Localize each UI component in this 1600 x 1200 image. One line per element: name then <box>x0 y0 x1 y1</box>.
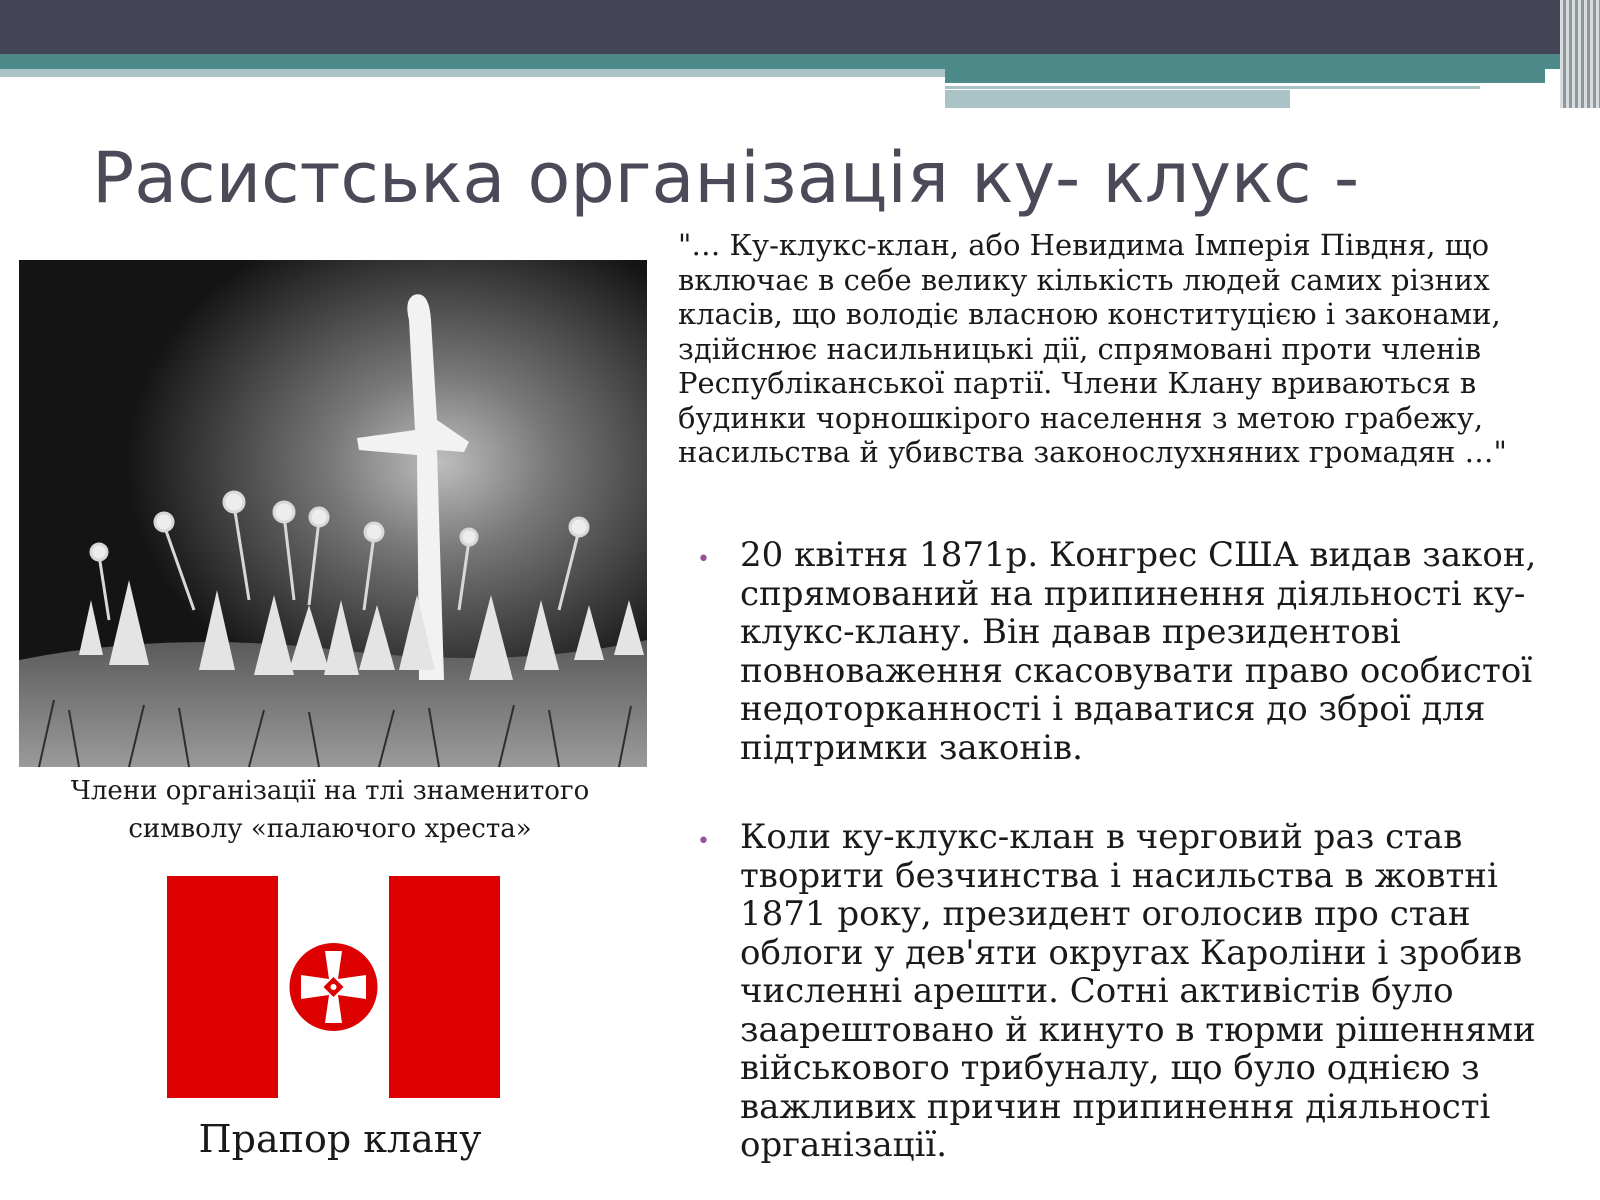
bullet-text: 20 квітня 1871р. Конгрес США видав закон, спрямований на припинення діяльності ку-клукс-клану. Він давав президентові повноваження скасовувати право особистої недоторканності і вдаватися до зброї для підтримки законів. <box>740 535 1537 768</box>
header-line <box>945 86 1480 89</box>
quote-text: "… Ку-клукс-клан, або Невидима Імперія Півдня, що включає в себе велику кількість людей самих різних класів, що володіє власною конституцією і законами, здійснює насильницькі дії, спрямовані проти членів Республіканської партії. Члени Клану вриваються в будинки чорношкірого населення з метою грабежу, насильства й убивства законослухняних громадян …" <box>678 228 1507 469</box>
bullet-text: Коли ку-клукс-клан в черговий раз став творити безчинства і насильства в жовтні 1871 року, президент оголосив про стан облоги у дев'яти округах Кароліни і зробив численні арешти. Сотні активістів було заарештовано й кинуто в тюрми рішеннями військового трибуналу, що було однією з важливих причин припинення діяльності організації. <box>740 817 1536 1165</box>
list-item <box>697 535 1560 768</box>
header-stripe-light-right <box>945 90 1290 108</box>
header-stripe-right <box>945 69 1545 83</box>
header-stripe <box>0 54 1600 69</box>
bullet-icon: • <box>697 829 710 854</box>
list-item <box>697 817 1560 1165</box>
header-stripe-light <box>0 69 945 77</box>
bullet-icon: • <box>697 547 710 572</box>
slide-title: Расистська організація ку- клукс - <box>92 137 1360 219</box>
header-corner-stripes <box>1560 0 1600 108</box>
flag-caption: Прапор клану <box>198 1117 482 1161</box>
klan-flag <box>167 876 500 1098</box>
header-bar <box>0 0 1600 54</box>
photo-caption: Члени організації на тлі знаменитого символу «палаючого хреста» <box>70 776 590 844</box>
burning-cross-photo <box>19 260 647 767</box>
